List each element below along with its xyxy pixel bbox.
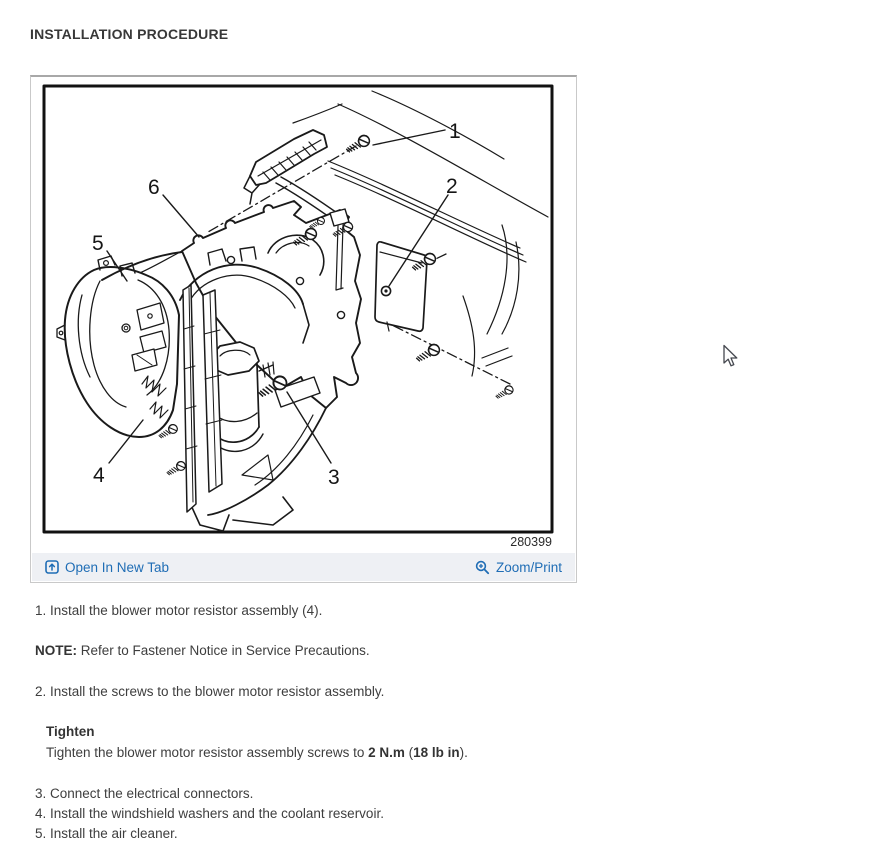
- figure-number: 280399: [510, 535, 552, 549]
- figure-toolbar: [32, 553, 575, 581]
- step-4: 4. Install the windshield washers and the coolant reservoir.: [35, 806, 384, 821]
- note-label: NOTE:: [35, 643, 77, 658]
- torque-metric: 2 N.m: [368, 745, 405, 760]
- figure-drawing: [42, 84, 554, 534]
- zoom-print-label: Zoom/Print: [495, 559, 562, 575]
- resistor-mount-bracket: [375, 242, 427, 331]
- technical-diagram: [42, 84, 554, 534]
- open-in-new-tab-label: Open In New Tab: [65, 559, 170, 575]
- tighten-text-pre: Tighten the blower motor resistor assembly screws to: [46, 745, 369, 760]
- callout-2: 2: [446, 175, 458, 198]
- tighten-heading: Tighten: [46, 724, 95, 739]
- open-in-new-tab-icon: [45, 560, 59, 574]
- note-line: [35, 643, 370, 658]
- figure-card: [30, 75, 577, 583]
- torque-imperial: 18 lb in: [413, 745, 460, 760]
- mouse-cursor: [722, 344, 740, 368]
- step-5: 5. Install the air cleaner.: [35, 826, 178, 841]
- callout-6: 6: [148, 176, 160, 199]
- step-2: 2. Install the screws to the blower motor resistor assembly.: [35, 684, 385, 699]
- tighten-spec: [46, 745, 468, 760]
- note-text: Refer to Fastener Notice in Service Precautions.: [77, 643, 370, 658]
- tighten-text-end: ).: [459, 745, 468, 760]
- open-in-new-tab-link[interactable]: [45, 560, 169, 575]
- page-title: INSTALLATION PROCEDURE: [30, 26, 229, 43]
- tighten-text-mid: (: [404, 745, 414, 760]
- zoom-magnifier-icon: [475, 560, 490, 575]
- step-1: 1. Install the blower motor resistor assembly (4).: [35, 603, 323, 618]
- callout-5: 5: [92, 232, 104, 255]
- callout-4: 4: [93, 464, 105, 487]
- zoom-print-link[interactable]: [475, 560, 562, 575]
- callout-3: 3: [328, 466, 340, 489]
- step-3: 3. Connect the electrical connectors.: [35, 786, 254, 801]
- callout-1: 1: [449, 120, 461, 143]
